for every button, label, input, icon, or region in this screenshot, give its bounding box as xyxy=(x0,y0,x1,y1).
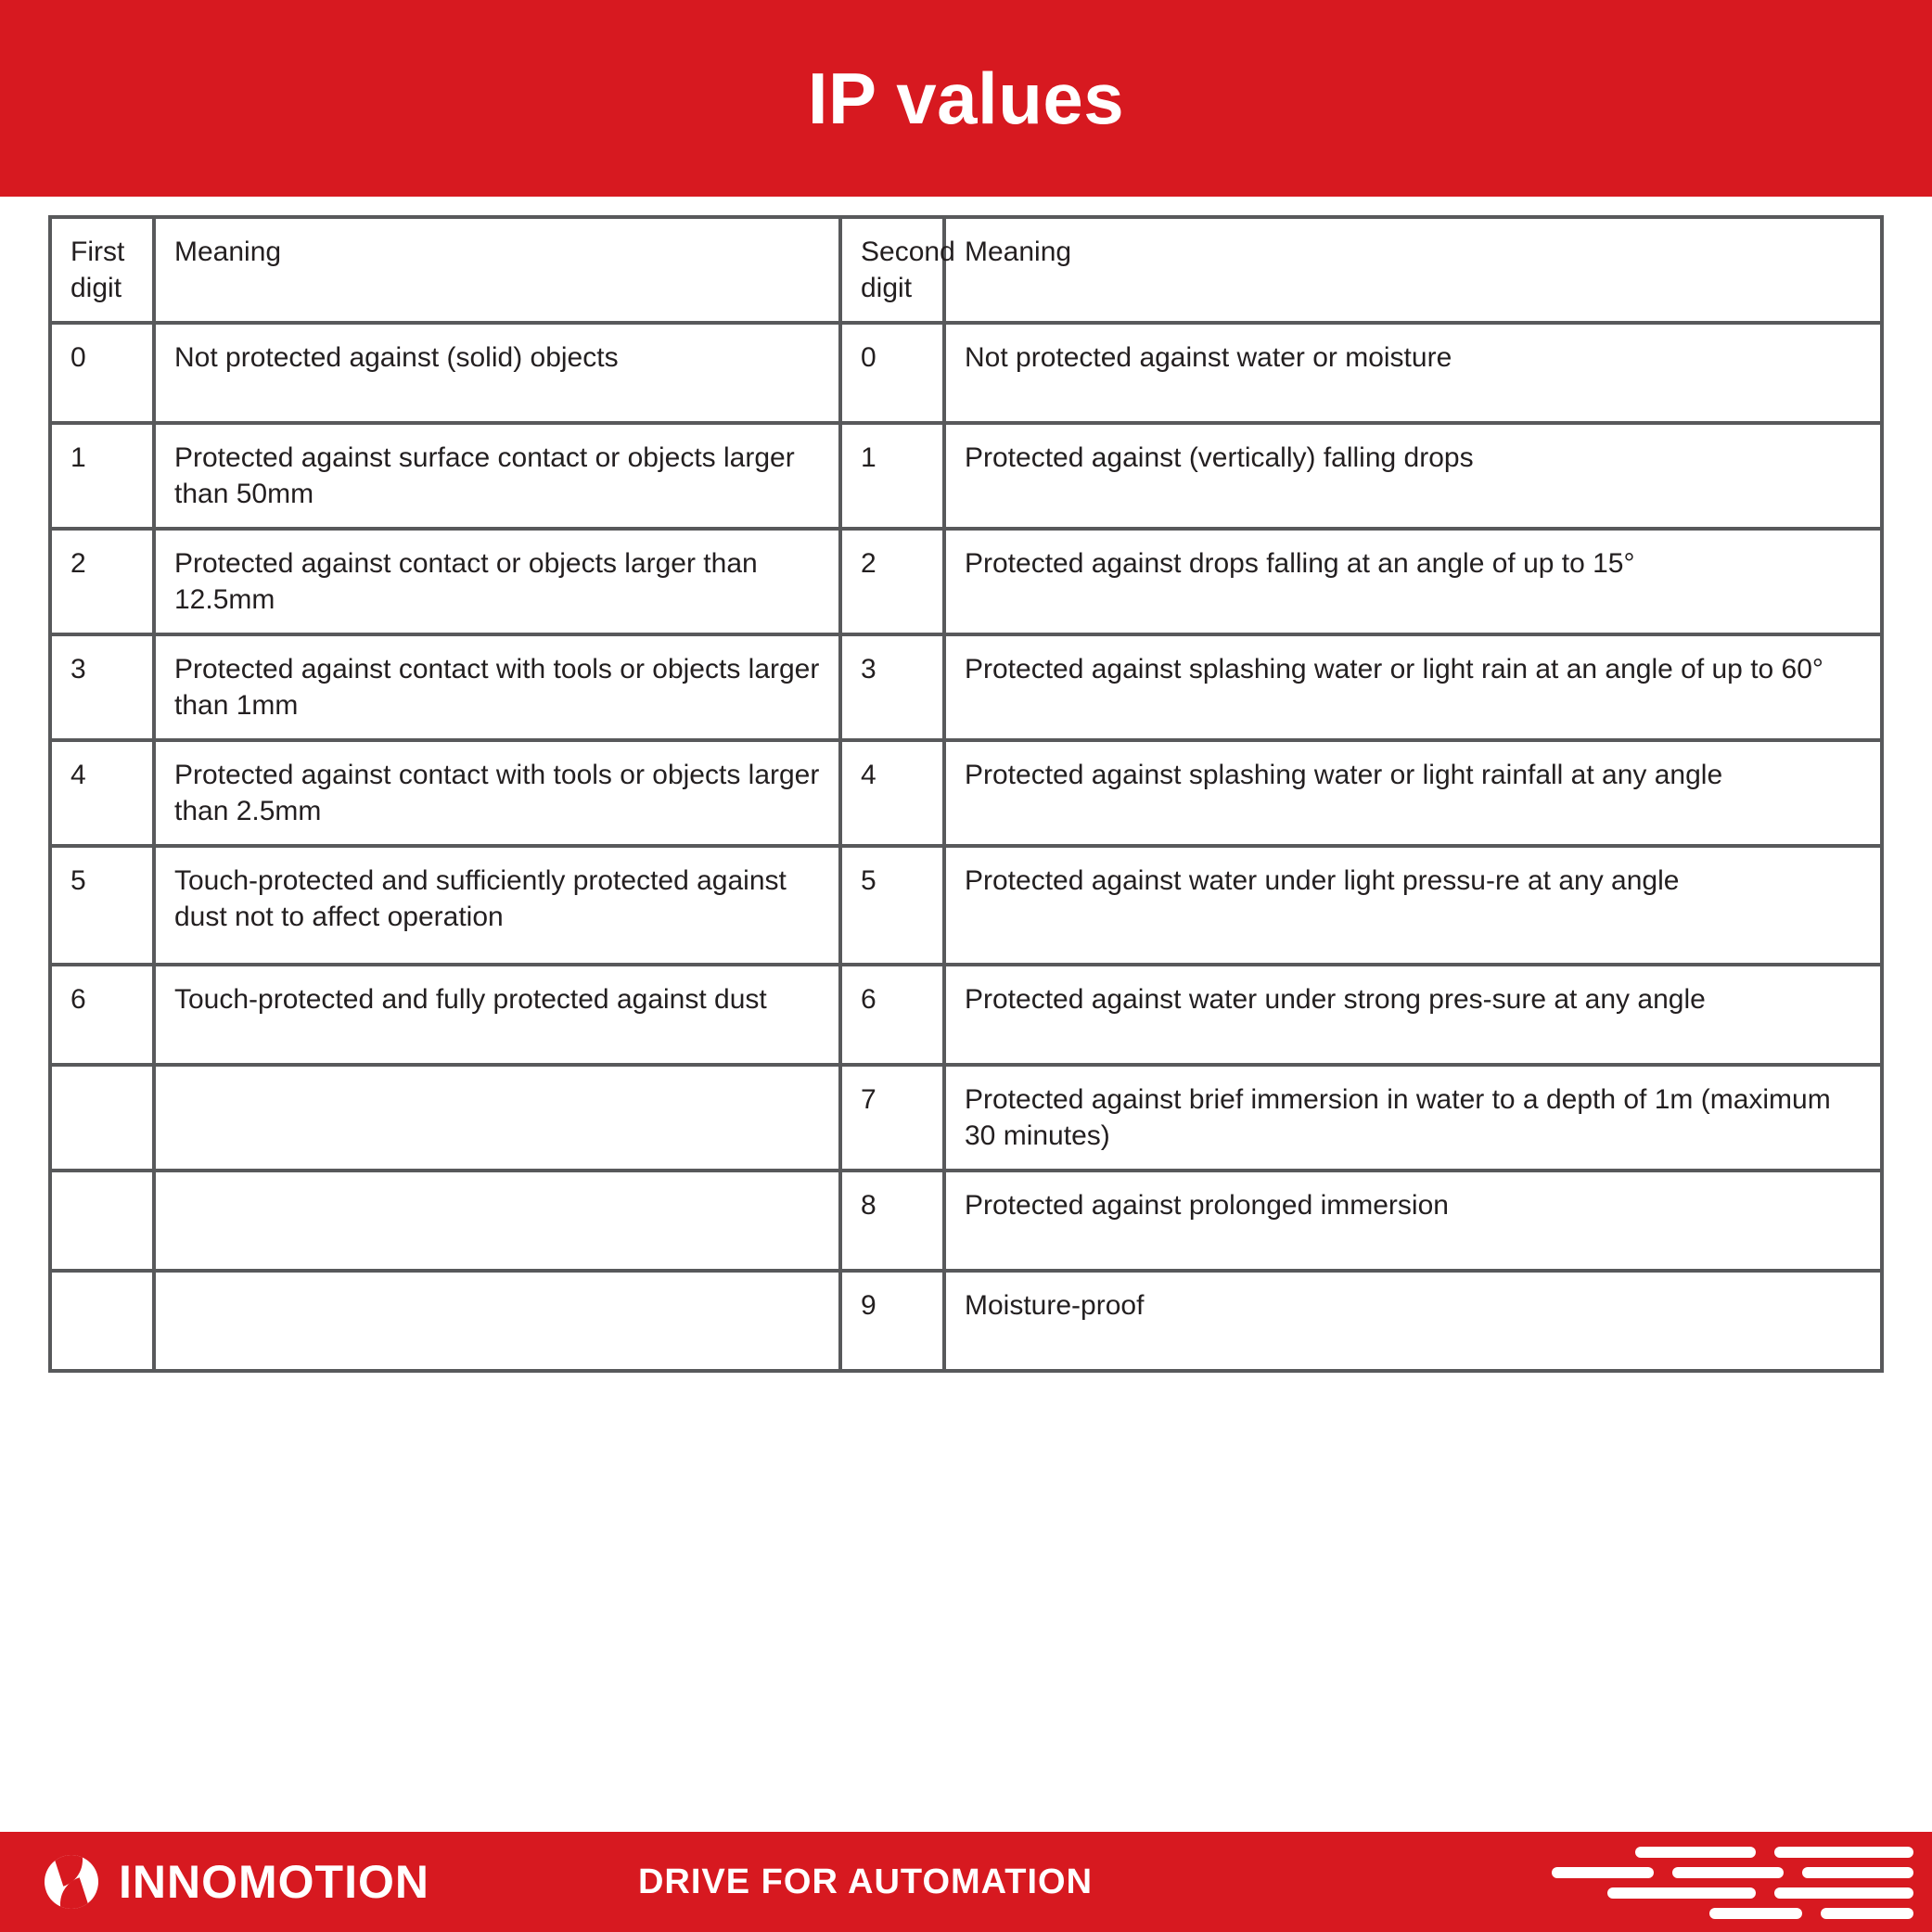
page-header xyxy=(0,0,1932,197)
table-row xyxy=(50,1171,1882,1271)
cell-second-digit: 0 xyxy=(840,323,944,423)
cell-meaning-2: Protected against water under strong pres-sure at any angle xyxy=(944,965,1882,1065)
table-row xyxy=(50,634,1882,740)
cell-meaning-2: Not protected against water or moisture xyxy=(944,323,1882,423)
cell-second-digit: 7 xyxy=(840,1065,944,1171)
cell-first-digit xyxy=(50,1171,154,1271)
cell-meaning-1 xyxy=(154,1271,840,1371)
cell-meaning-1: Touch-protected and sufficiently protected against dust not to affect operation xyxy=(154,846,840,965)
table-row xyxy=(50,1271,1882,1371)
decorative-stripes xyxy=(1496,1832,1932,1932)
cell-meaning-2: Protected against splashing water or light rainfall at any angle xyxy=(944,740,1882,846)
column-header-meaning-2: Meaning xyxy=(944,217,1882,323)
cell-first-digit: 1 xyxy=(50,423,154,529)
cell-meaning-1: Touch-protected and fully protected against dust xyxy=(154,965,840,1065)
cell-first-digit: 3 xyxy=(50,634,154,740)
cell-meaning-2: Protected against splashing water or light rain at an angle of up to 60° xyxy=(944,634,1882,740)
brand-lockup xyxy=(45,1855,429,1909)
ip-values-table xyxy=(48,215,1884,1373)
cell-second-digit: 9 xyxy=(840,1271,944,1371)
cell-meaning-2: Protected against drops falling at an angle of up to 15° xyxy=(944,529,1882,634)
table-row xyxy=(50,423,1882,529)
table-row xyxy=(50,846,1882,965)
cell-second-digit: 6 xyxy=(840,965,944,1065)
cell-first-digit: 0 xyxy=(50,323,154,423)
cell-second-digit: 5 xyxy=(840,846,944,965)
cell-meaning-1: Protected against contact with tools or objects larger than 1mm xyxy=(154,634,840,740)
cell-meaning-1: Protected against contact or objects larger than 12.5mm xyxy=(154,529,840,634)
cell-second-digit: 2 xyxy=(840,529,944,634)
table-row xyxy=(50,323,1882,423)
cell-first-digit: 6 xyxy=(50,965,154,1065)
column-header-meaning-1: Meaning xyxy=(154,217,840,323)
cell-second-digit: 4 xyxy=(840,740,944,846)
table-container xyxy=(0,197,1932,1832)
cell-second-digit: 8 xyxy=(840,1171,944,1271)
cell-meaning-1 xyxy=(154,1065,840,1171)
cell-first-digit xyxy=(50,1271,154,1371)
cell-meaning-2: Protected against (vertically) falling drops xyxy=(944,423,1882,529)
table-row xyxy=(50,529,1882,634)
table-row xyxy=(50,965,1882,1065)
table-row xyxy=(50,740,1882,846)
page-footer xyxy=(0,1832,1932,1932)
cell-meaning-2: Protected against brief immersion in water to a depth of 1m (maximum 30 minutes) xyxy=(944,1065,1882,1171)
brand-name: INNOMOTION xyxy=(119,1856,429,1908)
table-row xyxy=(50,1065,1882,1171)
cell-meaning-1 xyxy=(154,1171,840,1271)
column-header-first-digit: First digit xyxy=(50,217,154,323)
column-header-second-digit: Second digit xyxy=(840,217,944,323)
cell-first-digit: 4 xyxy=(50,740,154,846)
cell-meaning-2: Protected against water under light pressu-re at any angle xyxy=(944,846,1882,965)
table-header-row xyxy=(50,217,1882,323)
cell-second-digit: 3 xyxy=(840,634,944,740)
cell-first-digit: 2 xyxy=(50,529,154,634)
footer-tagline: DRIVE FOR AUTOMATION xyxy=(637,1862,1094,1901)
cell-second-digit: 1 xyxy=(840,423,944,529)
cell-meaning-2: Protected against prolonged immersion xyxy=(944,1171,1882,1271)
cell-meaning-1: Not protected against (solid) objects xyxy=(154,323,840,423)
cell-meaning-1: Protected against contact with tools or objects larger than 2.5mm xyxy=(154,740,840,846)
cell-first-digit: 5 xyxy=(50,846,154,965)
cell-meaning-2: Moisture-proof xyxy=(944,1271,1882,1371)
cell-meaning-1: Protected against surface contact or objects larger than 50mm xyxy=(154,423,840,529)
innomotion-logo-icon xyxy=(45,1855,98,1909)
cell-first-digit xyxy=(50,1065,154,1171)
page-title: IP values xyxy=(807,58,1125,139)
